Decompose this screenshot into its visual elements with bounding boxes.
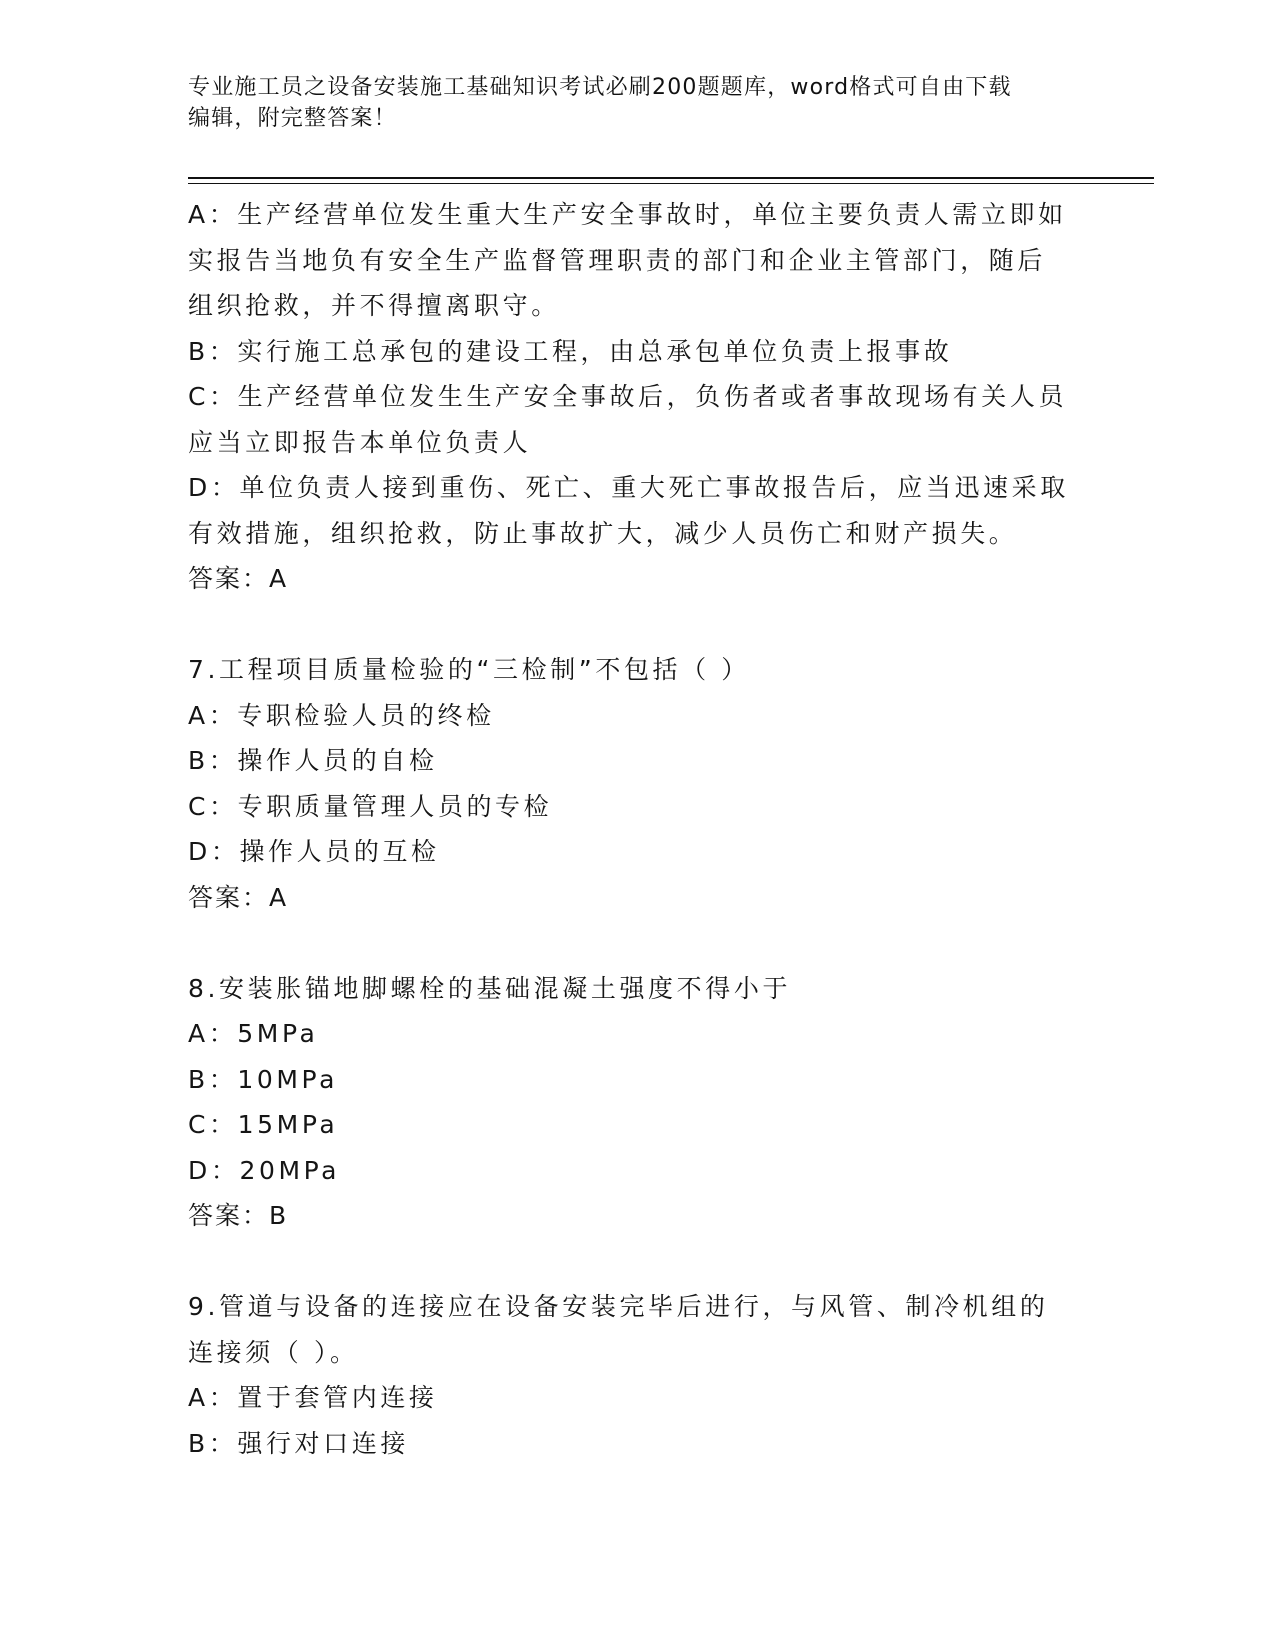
q6-option-b: B：实行施工总承包的建设工程，由总承包单位负责上报事故 bbox=[188, 336, 953, 366]
q7-option-d: D：操作人员的互检 bbox=[188, 837, 440, 866]
q6-option-c-line-2: 应当立即报告本单位负责人 bbox=[188, 427, 532, 457]
q8-option-c: C：15MPa bbox=[188, 1110, 339, 1139]
spacer bbox=[188, 602, 1088, 648]
header-title-line-2: 编辑，附完整答案！ bbox=[188, 106, 397, 131]
q7-answer: 答案：A bbox=[188, 882, 289, 912]
q7-option-c: C：专职质量管理人员的专检 bbox=[188, 791, 553, 821]
q6-option-a-line-2: 实报告当地负有安全生产监督管理职责的部门和企业主管部门，随后 bbox=[188, 245, 1047, 275]
document-header bbox=[188, 72, 1088, 134]
question-list bbox=[188, 192, 1088, 1466]
q7-option-b: B：操作人员的自检 bbox=[188, 746, 438, 775]
header-divider-thin bbox=[188, 183, 1154, 184]
q9-question-line-1: 9.管道与设备的连接应在设备安装完毕后进行，与风管、制冷机组的 bbox=[188, 1292, 1049, 1321]
header-title-line-1: 专业施工员之设备安装施工基础知识考试必刷200题题库，word格式可自由下载 bbox=[188, 75, 1012, 100]
q9-option-b: B：强行对口连接 bbox=[188, 1428, 409, 1458]
spacer bbox=[188, 1239, 1088, 1285]
q6-option-a-line-1: A：生产经营单位发生重大生产安全事故时，单位主要负责人需立即如 bbox=[188, 200, 1067, 229]
q6-option-d-line-1: D：单位负责人接到重伤、死亡、重大死亡事故报告后，应当迅速采取 bbox=[188, 473, 1069, 502]
q9-option-a: A：置于套管内连接 bbox=[188, 1383, 438, 1412]
q8-question: 8.安装胀锚地脚螺栓的基础混凝土强度不得小于 bbox=[188, 973, 792, 1003]
q9-question-line-2: 连接须（ ）。 bbox=[188, 1337, 359, 1367]
q7-option-a: A：专职检验人员的终检 bbox=[188, 700, 495, 730]
question-8-block bbox=[188, 966, 1088, 1239]
q8-answer: 答案：B bbox=[188, 1201, 289, 1230]
q7-question: 7.工程项目质量检验的“三检制”不包括（ ） bbox=[188, 655, 750, 684]
spacer bbox=[188, 920, 1088, 966]
q8-option-b: B：10MPa bbox=[188, 1064, 339, 1094]
q6-answer: 答案：A bbox=[188, 564, 289, 593]
header-divider-thick bbox=[188, 177, 1154, 179]
question-7-block bbox=[188, 647, 1088, 920]
q6-option-c-line-1: C：生产经营单位发生生产安全事故后，负伤者或者事故现场有关人员 bbox=[188, 382, 1068, 411]
q8-option-d: D：20MPa bbox=[188, 1155, 341, 1185]
q8-option-a: A：5MPa bbox=[188, 1019, 319, 1048]
q6-option-d-line-2: 有效措施，组织抢救，防止事故扩大，减少人员伤亡和财产损失。 bbox=[188, 518, 1018, 548]
question-6-block bbox=[188, 192, 1088, 602]
question-9-block bbox=[188, 1284, 1088, 1466]
q6-option-a-line-3: 组织抢救，并不得擅离职守。 bbox=[188, 291, 560, 320]
